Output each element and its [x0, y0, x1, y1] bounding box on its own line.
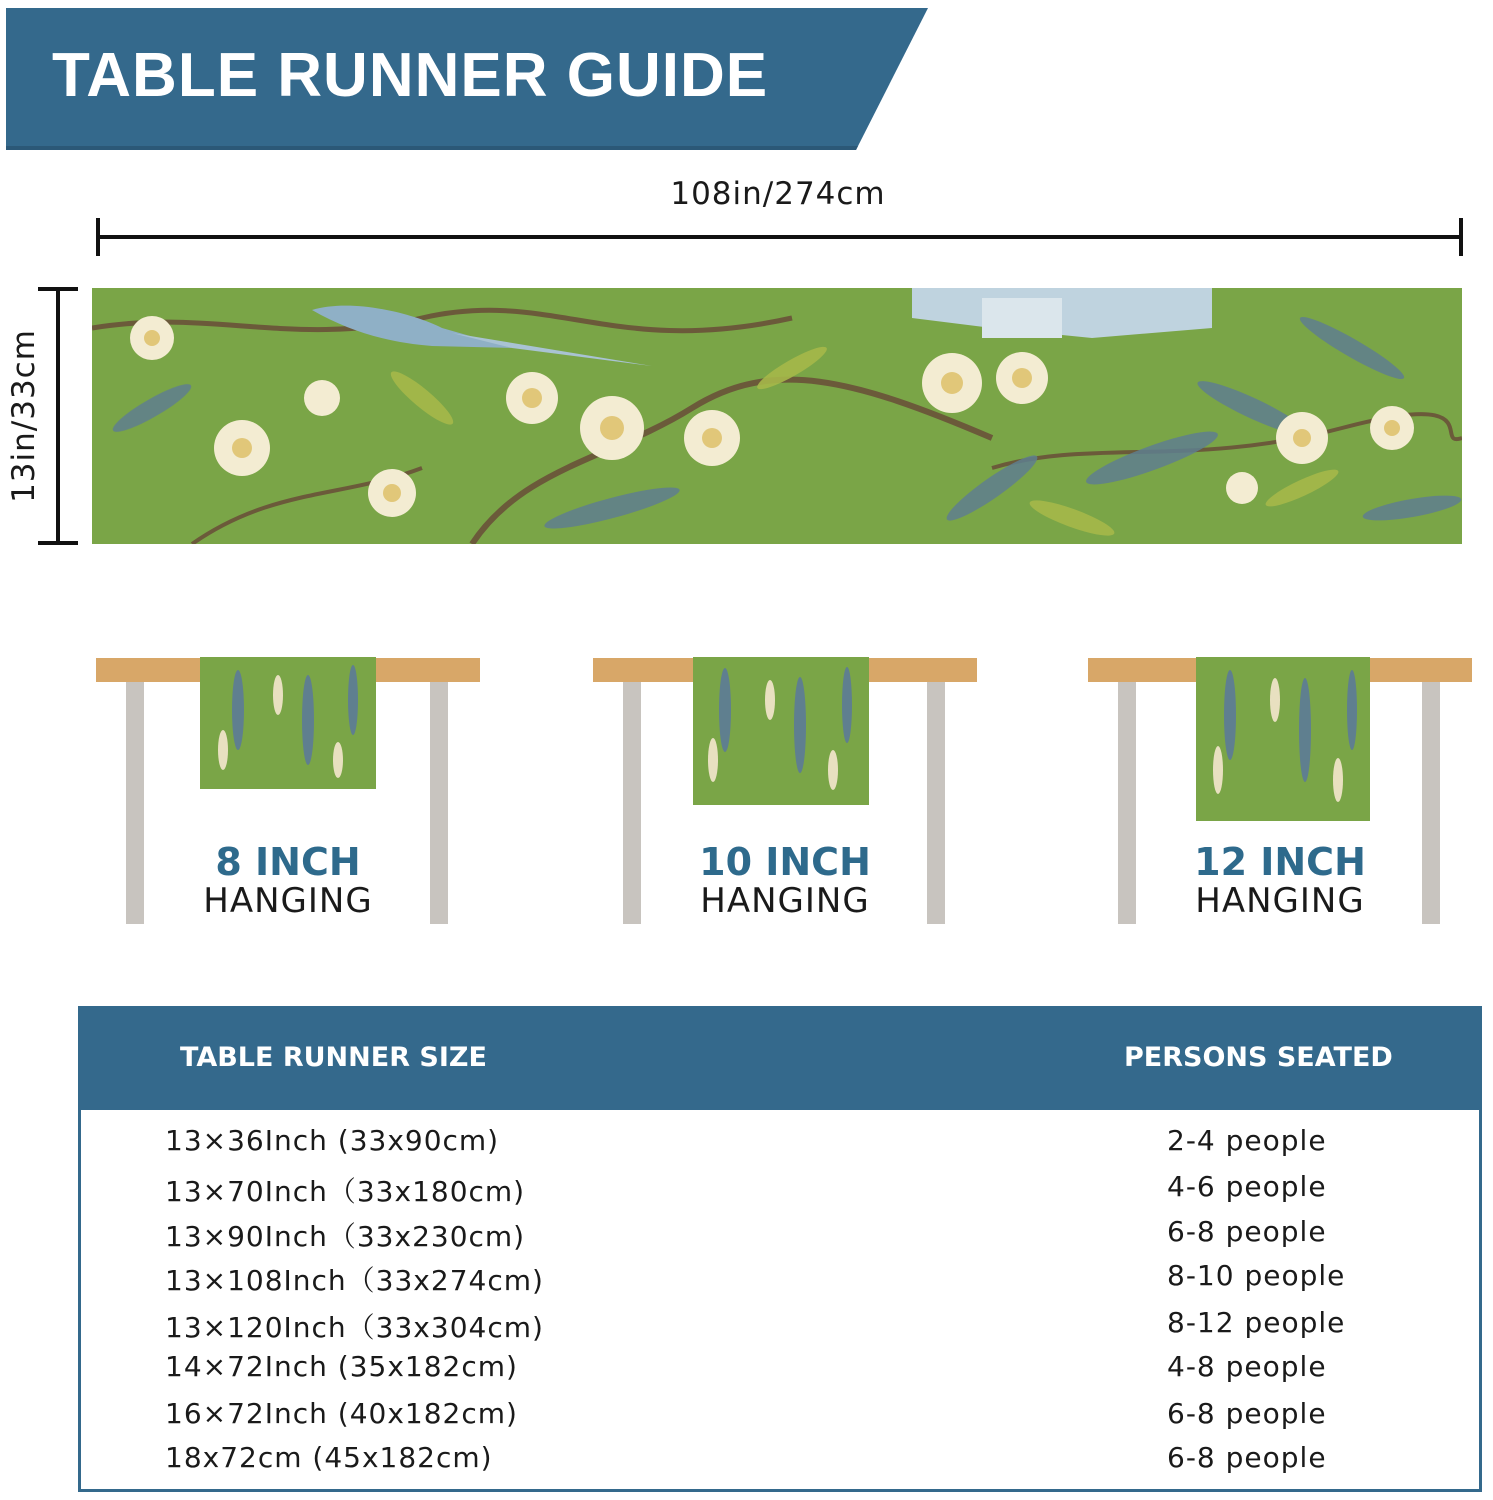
table-row: [81, 1124, 1479, 1168]
page-title: TABLE RUNNER GUIDE: [52, 41, 769, 110]
size-table: [78, 1006, 1482, 1492]
table-row: [81, 1397, 1479, 1441]
row-persons: 4-6 people: [1167, 1170, 1327, 1203]
hanging-word-12: HANGING: [1195, 881, 1365, 921]
table-10-inch-figure: [585, 600, 985, 940]
header-table-runner-size: TABLE RUNNER SIZE: [180, 1042, 487, 1073]
row-persons: 6-8 people: [1167, 1215, 1327, 1248]
length-label: 108in/274cm: [670, 176, 886, 212]
table-row: [81, 1350, 1479, 1394]
row-persons: 4-8 people: [1167, 1350, 1327, 1383]
table-8-inch-figure: [88, 600, 488, 940]
row-size: 18x72cm (45x182cm): [165, 1441, 493, 1474]
row-size: 13×36Inch (33x90cm): [165, 1124, 500, 1157]
hanging-word-8: HANGING: [203, 881, 373, 921]
runner-floral-image: [92, 288, 1462, 544]
hanging-size-12: 12 INCH: [1194, 840, 1366, 884]
width-label: 13in/33cm: [6, 329, 42, 503]
table-row: [81, 1441, 1479, 1485]
hanging-word-10: HANGING: [700, 881, 870, 921]
hanging-size-10: 10 INCH: [699, 840, 871, 884]
row-size: 13×108Inch（33x274cm): [165, 1264, 544, 1297]
row-size: 14×72Inch (35x182cm): [165, 1350, 518, 1383]
row-persons: 6-8 people: [1167, 1397, 1327, 1430]
row-size: 13×90Inch（33x230cm): [165, 1220, 526, 1253]
row-size: 13×120Inch（33x304cm): [165, 1311, 544, 1344]
header-persons-seated: PERSONS SEATED: [1124, 1042, 1393, 1073]
table-row: [81, 1215, 1479, 1259]
row-persons: 8-12 people: [1167, 1306, 1346, 1339]
row-persons: 8-10 people: [1167, 1259, 1346, 1292]
hanging-size-8: 8 INCH: [215, 840, 361, 884]
table-row: [81, 1259, 1479, 1303]
row-persons: 2-4 people: [1167, 1124, 1327, 1157]
size-table-header: [78, 1006, 1482, 1110]
row-persons: 6-8 people: [1167, 1441, 1327, 1474]
size-table-body: [78, 1110, 1482, 1492]
table-row: [81, 1170, 1479, 1214]
length-dimension-line: [95, 214, 1465, 260]
row-size: 13×70Inch（33x180cm): [165, 1175, 526, 1208]
row-size: 16×72Inch (40x182cm): [165, 1397, 518, 1430]
table-row: [81, 1306, 1479, 1350]
table-12-inch-figure: [1080, 600, 1480, 940]
